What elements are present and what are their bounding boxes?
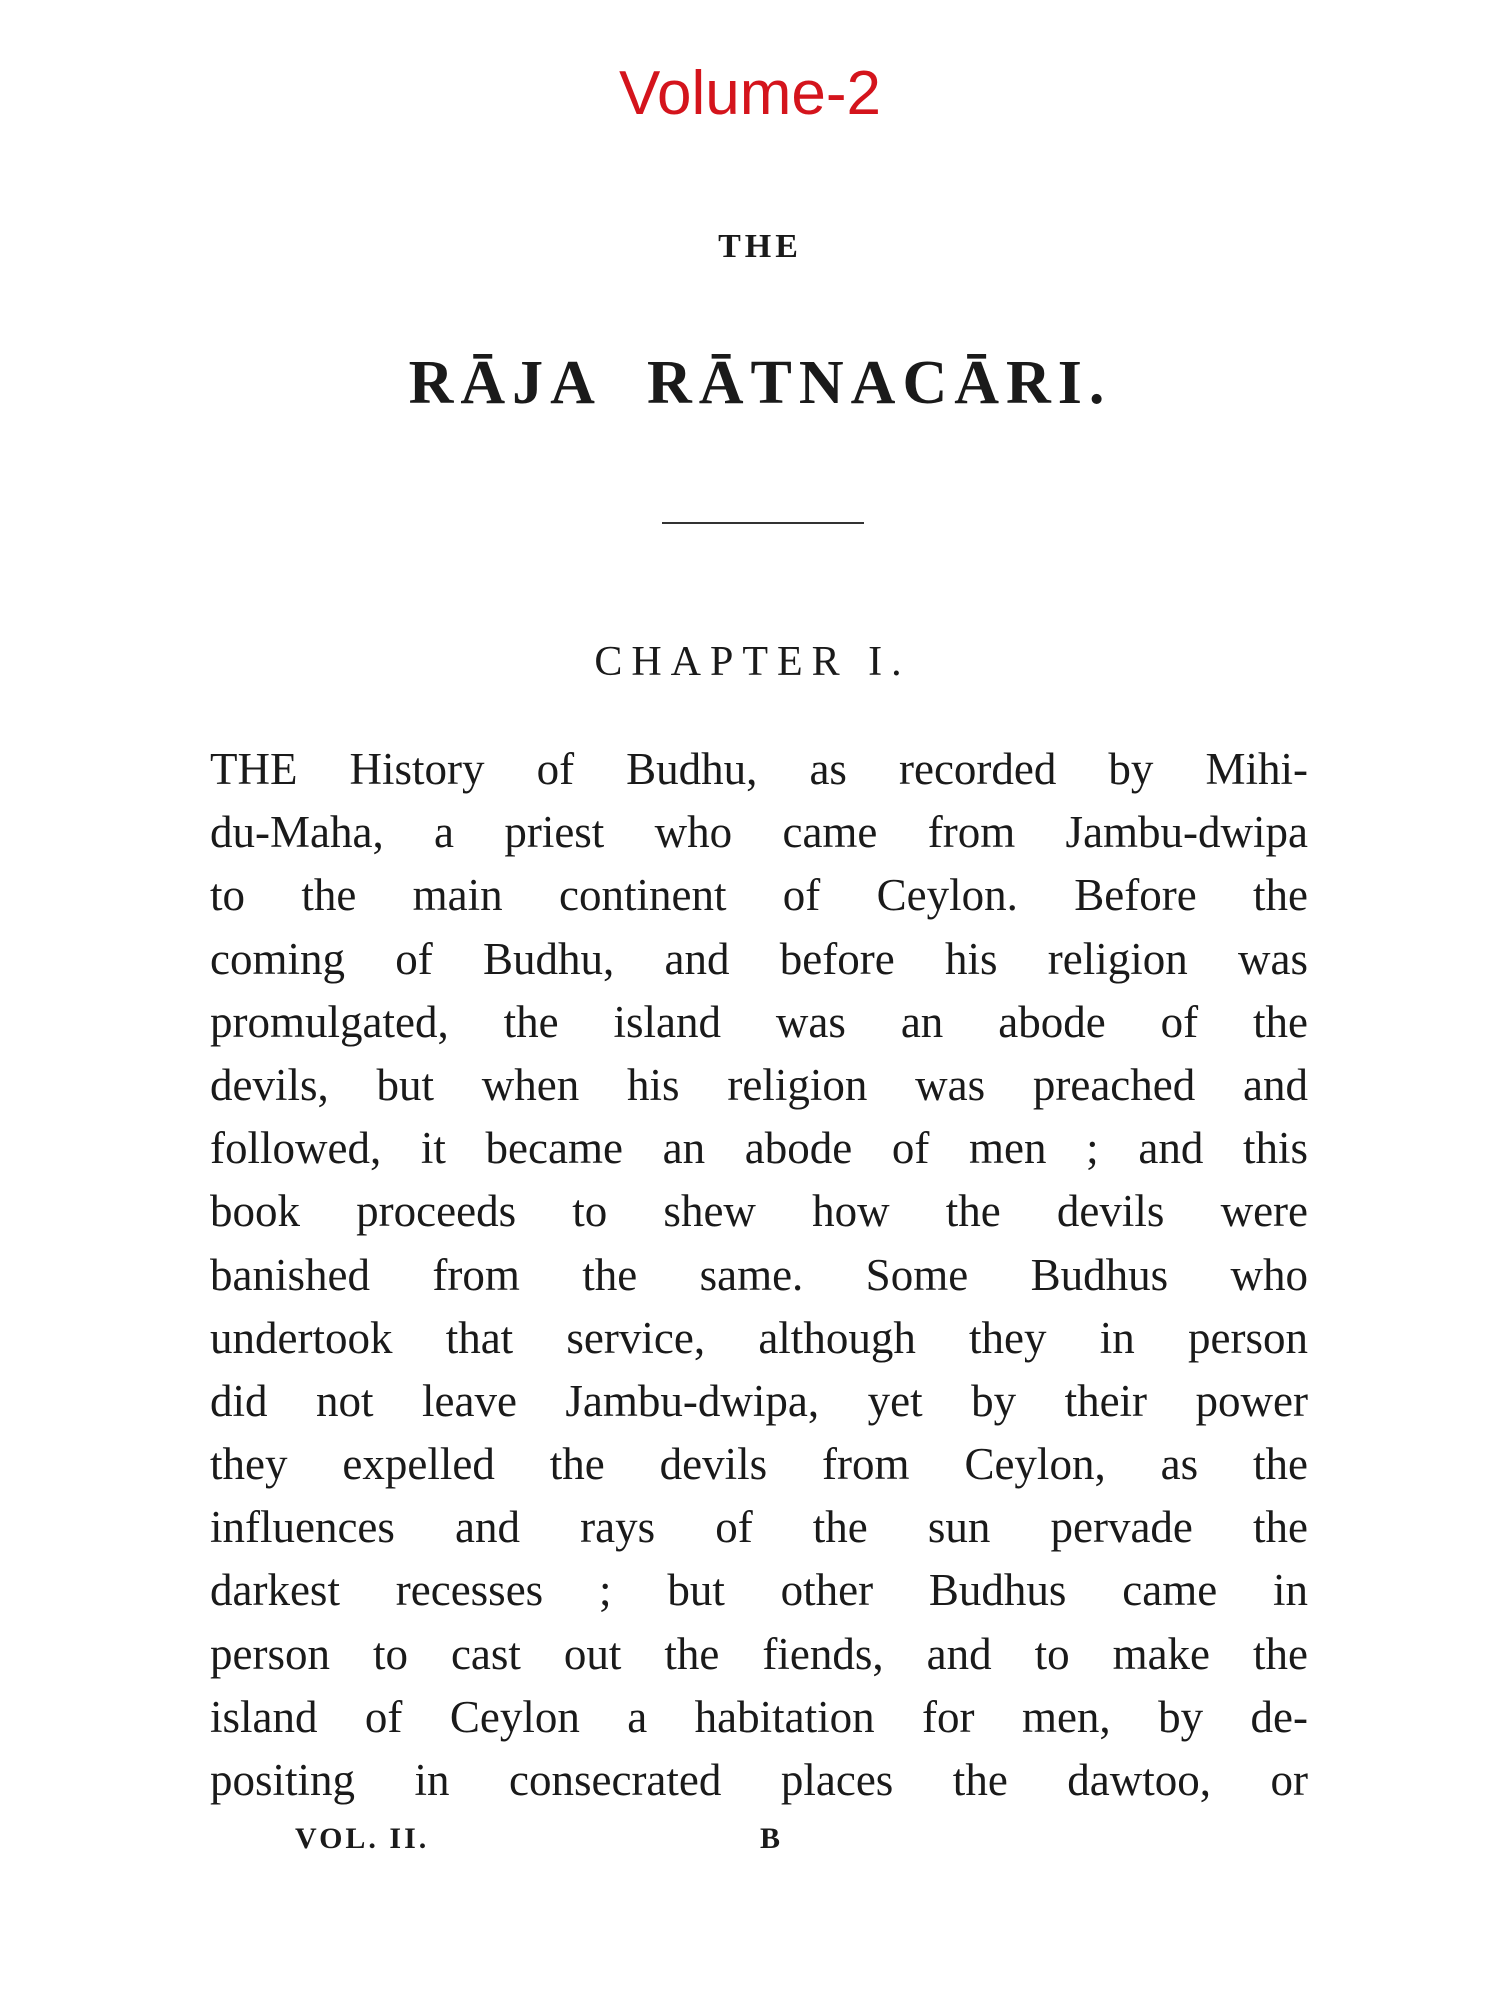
body-line: banished from the same. Some Budhus who [210,1249,1308,1300]
body-line: to the main continent of Ceylon. Before the [210,870,1308,921]
body-line: coming of Budhu, and before his religion was [210,933,1308,984]
volume-label: Volume-2 [619,59,881,128]
body-line: positing in consecrated places the dawtoo, or [210,1755,1308,1805]
body-line: influences and rays of the sun pervade the [210,1502,1308,1553]
body-line: book proceeds to shew how the devils were [210,1186,1308,1237]
book-title: RĀJA RĀTNACĀRI. [408,349,1112,417]
signature-mark: B [760,1822,784,1855]
body-line: du-Maha, a priest who came from Jambu-dwipa [210,807,1308,858]
body-line: person to cast out the fiends, and to make the [210,1628,1308,1679]
body-line: did not leave Jambu-dwipa, yet by their power [210,1375,1308,1426]
body-line: island of Ceylon a habitation for men, by de- [210,1691,1308,1742]
body-text [210,738,1308,1812]
chapter-heading: CHAPTER I. [594,639,911,685]
the-heading: THE [718,228,802,265]
body-line: they expelled the devils from Ceylon, as the [210,1439,1308,1490]
body-line: undertook that service, although they in person [210,1312,1308,1363]
body-line: followed, it became an abode of men ; and this [210,1123,1308,1174]
body-line: promulgated, the island was an abode of the [210,996,1308,1047]
volume-marker: VOL. II. [295,1822,430,1855]
page-footer [0,1822,1500,1862]
title-rule [662,522,864,524]
body-line: devils, but when his religion was preached and [210,1059,1308,1110]
body-line: darkest recesses ; but other Budhus came in [210,1565,1308,1616]
body-line: THE History of Budhu, as recorded by Mihi- [210,744,1308,794]
